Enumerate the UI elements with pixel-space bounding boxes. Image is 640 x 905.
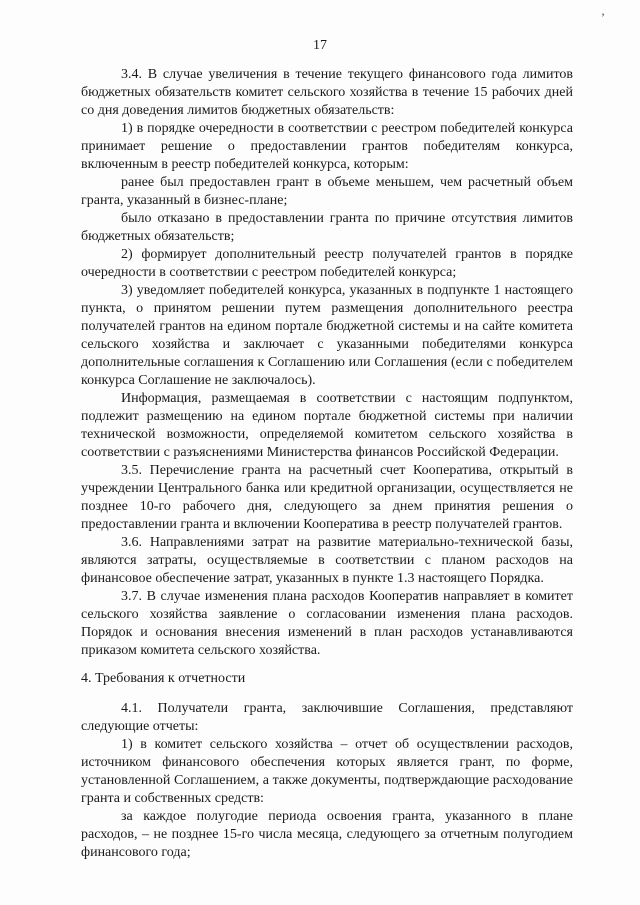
- paragraph-information: Информация, размещаемая в соответствии с настоящим подпунктом, подлежит размещению на едином портале бюджетной системы при наличии технической возможности, определяемой комитетом сельского хозяйства в соответствии с разъяснениями Министерства финансов Российской Федерации.: [81, 391, 573, 460]
- corner-mark: ’: [601, 10, 605, 24]
- paragraph-3-7: 3.7. В случае изменения плана расходов Кооператив направляет в комитет сельского хозяйства заявление о согласовании изменения плана расходов. Порядок и основания внесения изменений в план расходов устанавливаются приказом комитета сельского хозяйства.: [81, 589, 573, 658]
- document-body: [81, 66, 573, 862]
- section-4-heading: 4. Требования к отчетности: [81, 671, 246, 686]
- paragraph-3-4-item-1-b: было отказано в предоставлении гранта по причине отсутствия лимитов бюджетных обязательств;: [81, 211, 573, 244]
- paragraph-3-4: 3.4. В случае увеличения в течение текущего финансового года лимитов бюджетных обязательств комитет сельского хозяйства в течение 15 рабочих дней со дня доведения лимитов бюджетных обязательств:: [81, 67, 573, 118]
- paragraph-3-4-item-3: 3) уведомляет победителей конкурса, указанных в подпункте 1 настоящего пункта, о принятом решении путем размещения дополнительного реестра получателей грантов на едином портале бюджетной системы и на сайте комитета сельского хозяйства и заключает с указанными победителями конкурса дополнительные соглашения к Соглашению или Соглашения (если с победителем конкурса Соглашение не заключалось).: [81, 283, 573, 388]
- paragraph-3-6: 3.6. Направлениями затрат на развитие материально-технической базы, являются затраты, осуществляемые в соответствии с планом расходов на финансовое обеспечение затрат, указанных в пункте 1.3 настоящего Порядка.: [81, 535, 573, 586]
- paragraph-4-1-item-1-a: за каждое полугодие периода освоения гранта, указанного в плане расходов, – не позднее 15-го числа месяца, следующего за отчетным полугодием финансового года;: [81, 809, 573, 860]
- page-number: 17: [313, 38, 327, 53]
- paragraph-4-1: 4.1. Получатели гранта, заключившие Соглашения, представляют следующие отчеты:: [81, 701, 573, 734]
- paragraph-3-4-item-1: 1) в порядке очередности в соответствии с реестром победителей конкурса принимает решение о предоставлении грантов победителям конкурса, включенным в реестр победителей конкурса, которым:: [81, 121, 573, 172]
- paragraph-3-5: 3.5. Перечисление гранта на расчетный счет Кооператива, открытый в учреждении Центрального банка или кредитной организации, осуществляется не позднее 10-го рабочего дня, следующего за днем принятия решения о предоставлении гранта и включении Кооператива в реестр получателей грантов.: [81, 463, 573, 532]
- paragraph-3-4-item-2: 2) формирует дополнительный реестр получателей грантов в порядке очередности в соответствии с реестром победителей конкурса;: [81, 247, 573, 280]
- paragraph-3-4-item-1-a: ранее был предоставлен грант в объеме меньшем, чем расчетный объем гранта, указанный в бизнес-плане;: [81, 175, 573, 208]
- paragraph-4-1-item-1: 1) в комитет сельского хозяйства – отчет об осуществлении расходов, источником финансового обеспечения которых является грант, по форме, установленной Соглашением, а также документы, подтверждающие расходование гранта и собственных средств:: [81, 737, 573, 806]
